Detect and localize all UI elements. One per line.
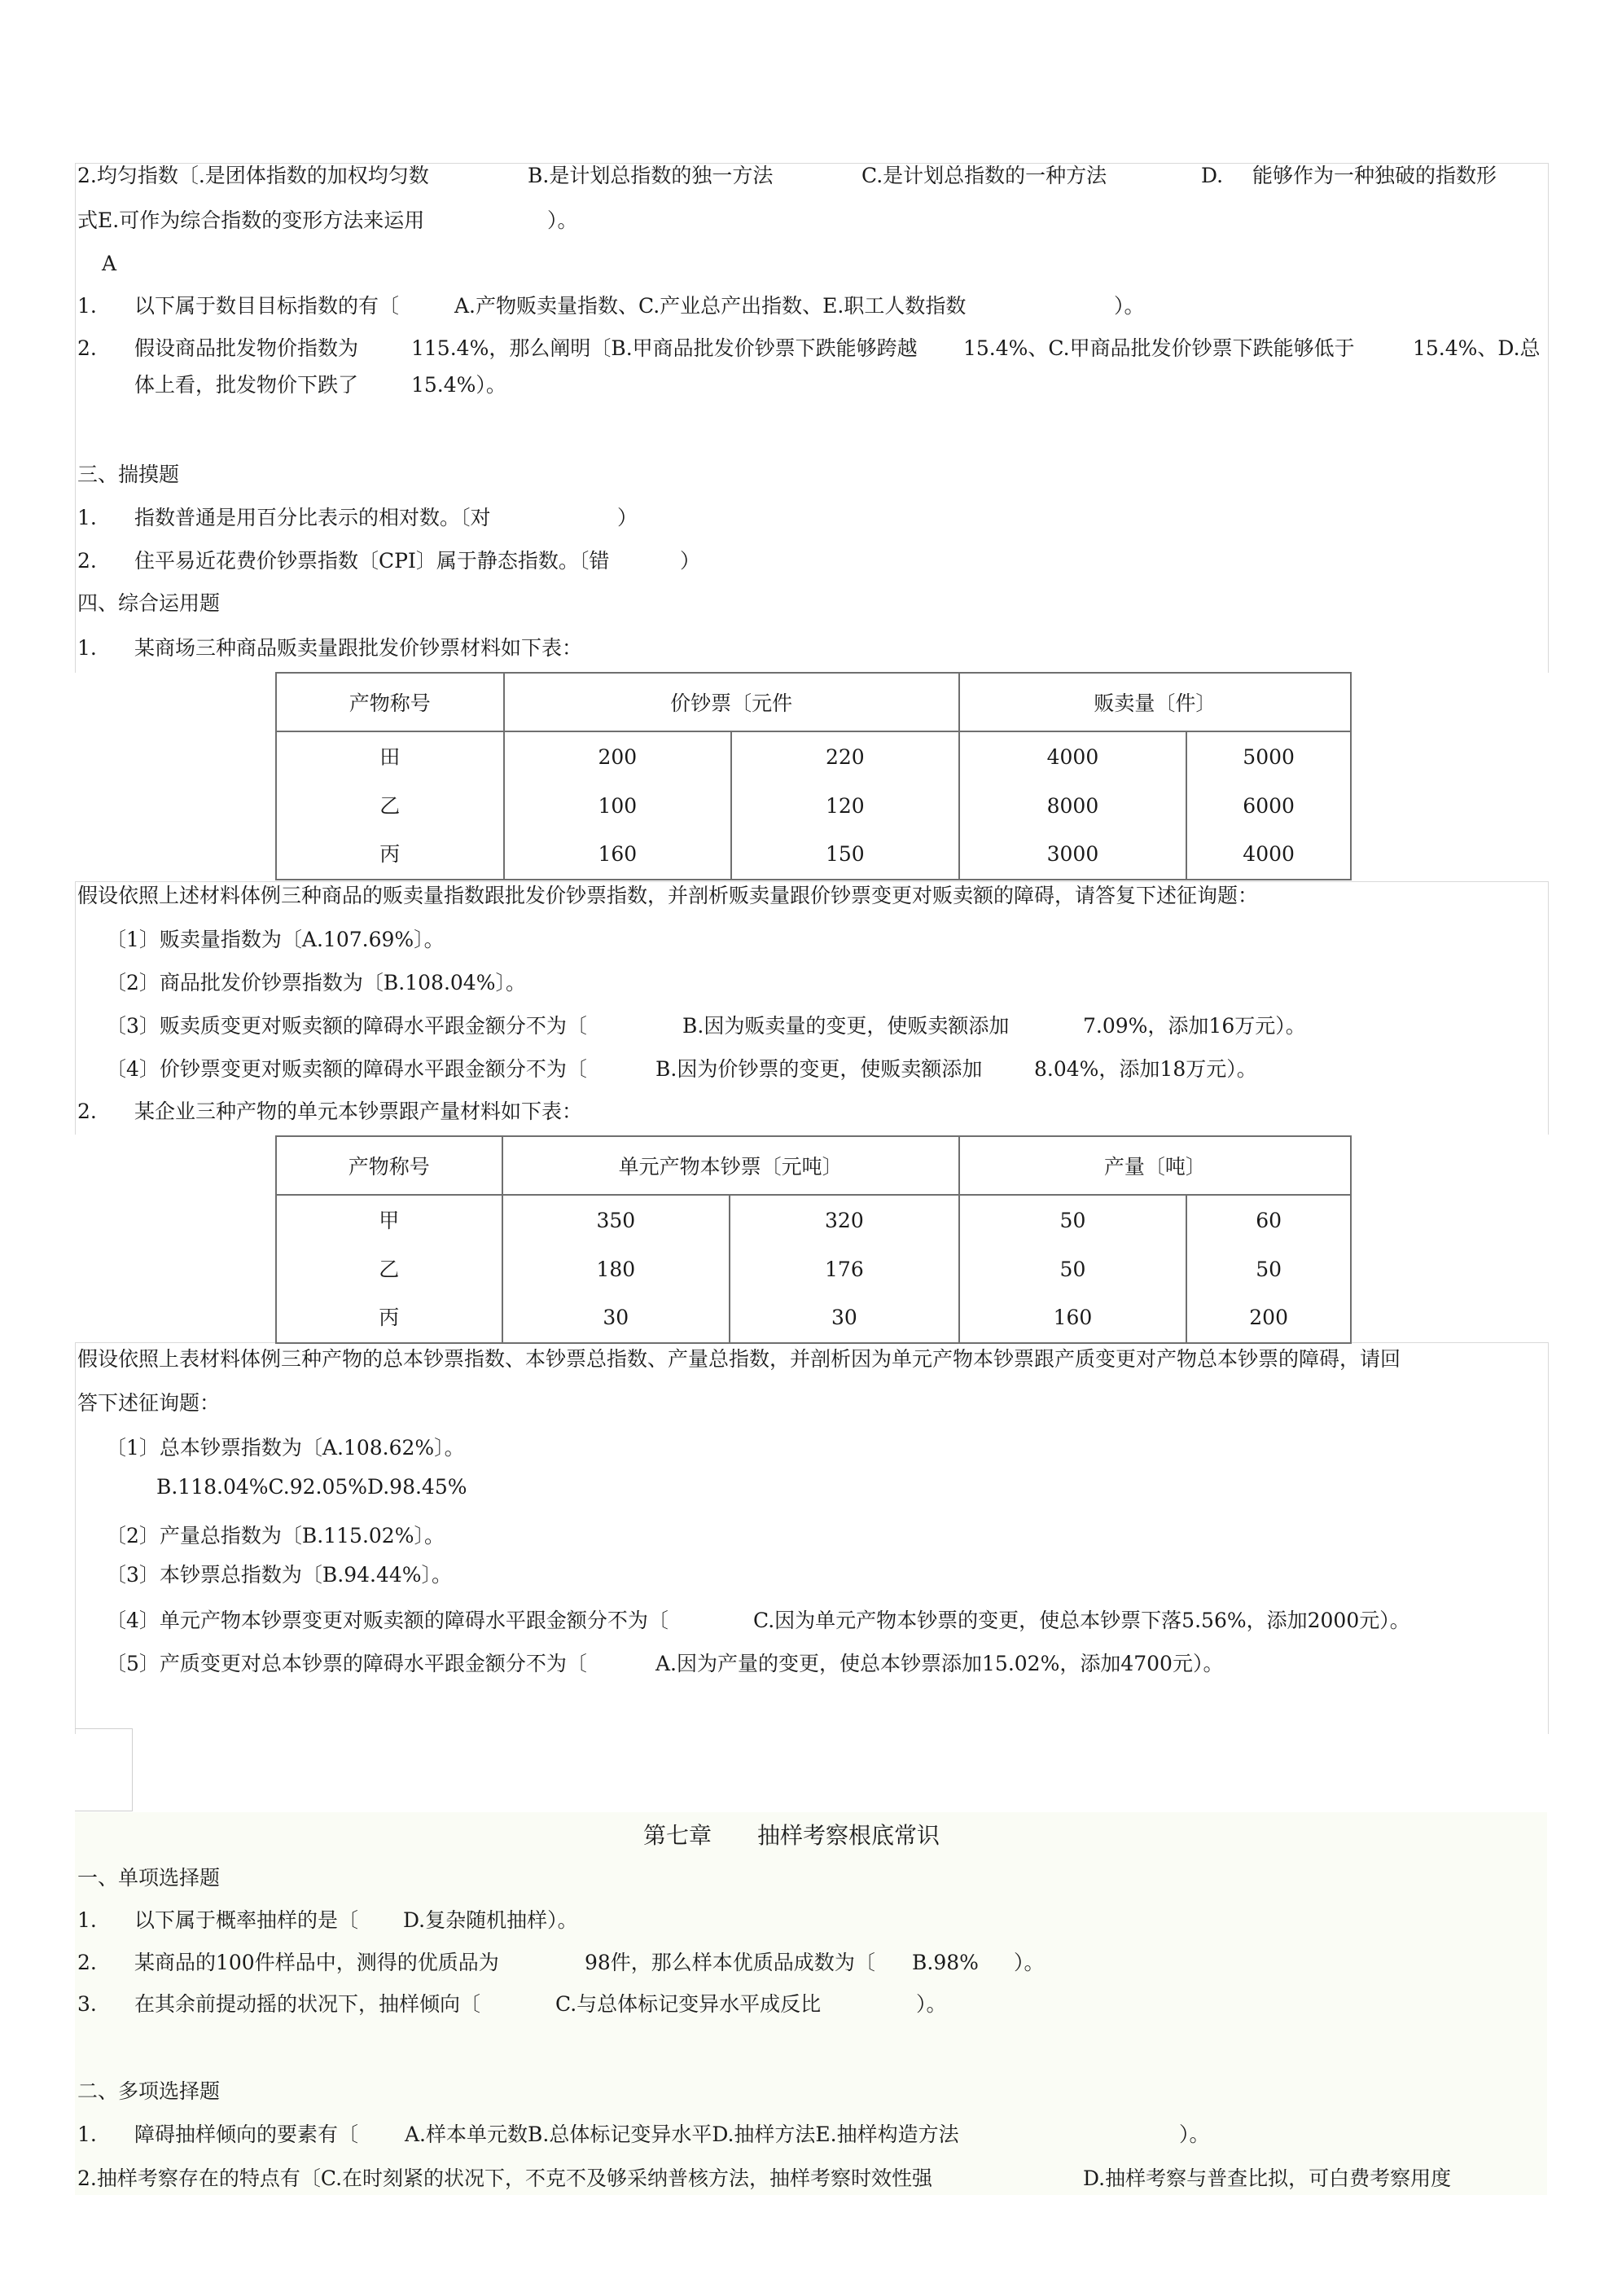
q2-s1: 〔1〕总本钞票指数为〔A.108.62%〕。 (106, 1436, 465, 1460)
ch7-s3-num: 3. (77, 1992, 97, 2016)
cost-table (275, 1135, 1352, 1344)
multi-2-d: 15.4%、D.总 (1413, 336, 1541, 360)
t1-qty0-2: 8000 (1046, 793, 1099, 818)
q1-s4-a: 〔4〕价钞票变更对贩卖额的障碍水平跟金额分不为〔 (106, 1057, 587, 1081)
judge-2-a: 住平易近花费价钞票指数〔CPI〕属于静态指数。〔错 (134, 549, 610, 573)
t2-cost0-3: 30 (603, 1306, 629, 1329)
q2-intro-2: 答下述征询题： (77, 1391, 221, 1415)
q2-s1-options: B.118.04%C.92.05%D.98.45% (156, 1475, 467, 1499)
q1-s2: 〔2〕商品批发价钞票指数为〔B.108.04%〕。 (106, 971, 526, 994)
app-q1-num: 1. (77, 636, 97, 660)
judge-1-b: ） (617, 506, 638, 529)
t2-out1-3: 200 (1249, 1306, 1288, 1329)
q2-s5-a: 〔5〕产质变更对总本钞票的障碍水平跟金额分不为〔 (106, 1652, 587, 1675)
multi-2-e: 体上看，批发物价下跌了 (134, 373, 359, 397)
t2-header-name: 产物称号 (276, 1136, 502, 1195)
q2-s2: 〔2〕产量总指数为〔B.115.02%〕。 (106, 1524, 445, 1547)
t1-price0-1: 200 (598, 745, 638, 769)
t1-header-name: 产物称号 (276, 673, 504, 731)
judge-1-num: 1. (77, 506, 97, 529)
app-q2-text: 某企业三种产物的单元本钞票跟产量材料如下表： (134, 1100, 583, 1123)
t1-name-3: 丙 (379, 842, 401, 866)
ch7-multi-title: 二、多项选择题 (77, 2079, 221, 2103)
b1-l3: A (102, 252, 117, 275)
t2-col-cost0 (502, 1195, 730, 1343)
b1-l1-d: D. (1201, 164, 1224, 187)
t2-cost0-2: 180 (596, 1257, 636, 1281)
t2-out1-2: 50 (1256, 1257, 1282, 1281)
t1-qty1-1: 5000 (1243, 745, 1295, 769)
t2-header-output: 产量〔吨〕 (959, 1136, 1351, 1195)
b1-l1-a: 2.均匀指数〔.是团体指数的加权均匀数 (77, 164, 429, 187)
ch7-m2-b: D.抽样考察与普查比拟，可白费考察用度 (1083, 2166, 1452, 2190)
t1-col-qty1 (1186, 731, 1351, 880)
t1-name-1: 田 (379, 745, 401, 769)
q2-intro-1: 假设依照上表材料体例三种产物的总本钞票指数、本钞票总指数、产量总指数，并剖析因为单元产物本钞票跟产质变更对产物总本钞票的障碍，请回 (77, 1347, 1401, 1371)
t2-col-names (276, 1195, 502, 1343)
t2-cost1-1: 320 (825, 1209, 864, 1232)
t2-out0-2: 50 (1059, 1257, 1086, 1281)
q1-s4-c: 8.04%，添加18万元）。 (1034, 1057, 1257, 1081)
ch7-s3-b: C.与总体标记变异水平成反比 (555, 1992, 822, 2016)
q1-s3-c: 7.09%，添加16万元）。 (1083, 1014, 1306, 1038)
q1-s3-a: 〔3〕贩卖质变更对贩卖额的障碍水平跟金额分不为〔 (106, 1014, 587, 1038)
t2-cost1-2: 176 (825, 1257, 864, 1281)
ch7-s3-c: ）。 (916, 1992, 947, 2016)
b1-l1-c: C.是计划总指数的一种方法 (861, 164, 1107, 187)
ch7-single-title: 一、单项选择题 (77, 1866, 221, 1890)
t1-col-qty0 (959, 731, 1187, 880)
chapter-title: 第七章 抽样考察根底常识 (643, 1822, 940, 1849)
ch7-m1-c: ）。 (1179, 2123, 1210, 2146)
b1-l2-a: 式E.可作为综合指数的变形方法来运用 (77, 209, 425, 232)
t2-name-2: 乙 (379, 1257, 400, 1281)
multi-2-b: 115.4%，那么阐明〔B.甲商品批发价钞票下跌能够跨越 (411, 336, 918, 360)
t2-col-cost1 (730, 1195, 959, 1343)
ch7-s2-num: 2. (77, 1951, 97, 1974)
section-frame-q1 (75, 881, 1549, 1135)
section-frame-top (75, 163, 1549, 673)
t2-cost1-3: 30 (831, 1306, 857, 1329)
app-q1-text: 某商场三种商品贩卖量跟批发价钞票材料如下表： (134, 636, 583, 660)
t2-col-out0 (959, 1195, 1187, 1343)
t1-header-price: 价钞票〔元件 (504, 673, 959, 731)
t2-col-out1 (1186, 1195, 1351, 1343)
multi-1-b: A.产物贩卖量指数、C.产业总产出指数、E.职工人数指数 (454, 294, 967, 318)
ch7-s1-num: 1. (77, 1908, 97, 1932)
judge-2-num: 2. (77, 549, 97, 573)
t2-name-3: 丙 (379, 1306, 400, 1329)
ch7-m1-num: 1. (77, 2123, 97, 2146)
b1-l1-e: 能够作为一种独破的指数形 (1252, 164, 1497, 187)
t1-price1-2: 120 (826, 793, 865, 818)
t1-price1-3: 150 (826, 842, 865, 866)
q2-s5-b: A.因为产量的变更，使总本钞票添加15.02%，添加4700元）。 (655, 1652, 1224, 1675)
q2-s4-b: C.因为单元产物本钞票的变更，使总本钞票下落5.56%，添加2000元）。 (753, 1609, 1410, 1632)
t1-qty1-2: 6000 (1243, 793, 1295, 818)
side-box (75, 1728, 133, 1811)
ch7-m1-a: 障碍抽样倾向的要素有〔 (134, 2123, 359, 2146)
t2-header-cost: 单元产物本钞票〔元吨〕 (502, 1136, 959, 1195)
q1-s1: 〔1〕贩卖量指数为〔A.107.69%〕。 (106, 928, 445, 951)
t2-name-1: 甲 (379, 1209, 400, 1232)
ch7-m2-a: 2.抽样考察存在的特点有〔C.在时刻紧的状况下，不克不及够采纳普核方法，抽样考察时效性强 (77, 2166, 933, 2190)
t2-out0-1: 50 (1059, 1209, 1086, 1232)
q1-s3-b: B.因为贩卖量的变更，使贩卖额添加 (682, 1014, 1010, 1038)
multi-2-a: 假设商品批发物价指数为 (134, 336, 359, 360)
multi-2-f: 15.4%）。 (411, 373, 506, 397)
t1-col-price0 (504, 731, 732, 880)
ch7-s2-c: B.98% (912, 1951, 979, 1974)
q2-s3: 〔3〕本钞票总指数为〔B.94.44%〕。 (106, 1563, 453, 1587)
t1-qty0-1: 4000 (1046, 745, 1099, 769)
t1-name-2: 乙 (379, 793, 401, 818)
judge-title: 三、揣摸题 (77, 463, 180, 486)
t1-col-names (276, 731, 504, 880)
ch7-s2-d: ）。 (1014, 1951, 1045, 1974)
t1-qty0-3: 3000 (1046, 842, 1099, 866)
t1-price0-3: 160 (598, 842, 638, 866)
ch7-s2-a: 某商品的100件样品中，测得的优质品为 (134, 1951, 499, 1974)
judge-1-a: 指数普通是用百分比表示的相对数。〔对 (134, 506, 491, 529)
t2-out0-3: 160 (1053, 1306, 1093, 1329)
app-q2-num: 2. (77, 1100, 97, 1123)
ch7-s3-a: 在其余前提动摇的状况下，抽样倾向〔 (134, 1992, 481, 2016)
ch7-s2-b: 98件，那么样本优质品成数为〔 (585, 1951, 875, 1974)
ch7-s1-b: D.复杂随机抽样）。 (403, 1908, 578, 1932)
sales-table (275, 672, 1352, 880)
ch7-s1-a: 以下属于概率抽样的是〔 (134, 1908, 359, 1932)
ch7-m1-b: A.样本单元数B.总体标记变异水平D.抽样方法E.抽样构造方法 (405, 2123, 959, 2146)
q1-s4-b: B.因为价钞票的变更，使贩卖额添加 (655, 1057, 983, 1081)
multi-1-num: 1. (77, 294, 97, 318)
t1-header-qty: 贩卖量〔件〕 (959, 673, 1351, 731)
t1-price1-1: 220 (826, 745, 865, 769)
b1-l2-b: ）。 (547, 209, 578, 232)
t1-price0-2: 100 (598, 793, 638, 818)
t1-qty1-3: 4000 (1243, 842, 1295, 866)
t2-out1-1: 60 (1256, 1209, 1282, 1232)
t1-col-price1 (731, 731, 959, 880)
q1-intro: 假设依照上述材料体例三种商品的贩卖量指数跟批发价钞票指数，并剖析贩卖量跟价钞票变更对贩卖额的障碍，请答复下述征询题： (77, 884, 1259, 907)
q2-s4-a: 〔4〕单元产物本钞票变更对贩卖额的障碍水平跟金额分不为〔 (106, 1609, 669, 1632)
multi-2-c: 15.4%、C.甲商品批发价钞票下跌能够低于 (963, 336, 1355, 360)
multi-1-c: ）。 (1114, 294, 1145, 318)
judge-2-b: ） (680, 549, 701, 573)
multi-1-a: 以下属于数目目标指数的有〔 (134, 294, 400, 318)
multi-2-num: 2. (77, 336, 97, 360)
b1-l1-b: B.是计划总指数的独一方法 (528, 164, 774, 187)
t2-cost0-1: 350 (596, 1209, 636, 1232)
app-title: 四、综合运用题 (77, 591, 221, 615)
